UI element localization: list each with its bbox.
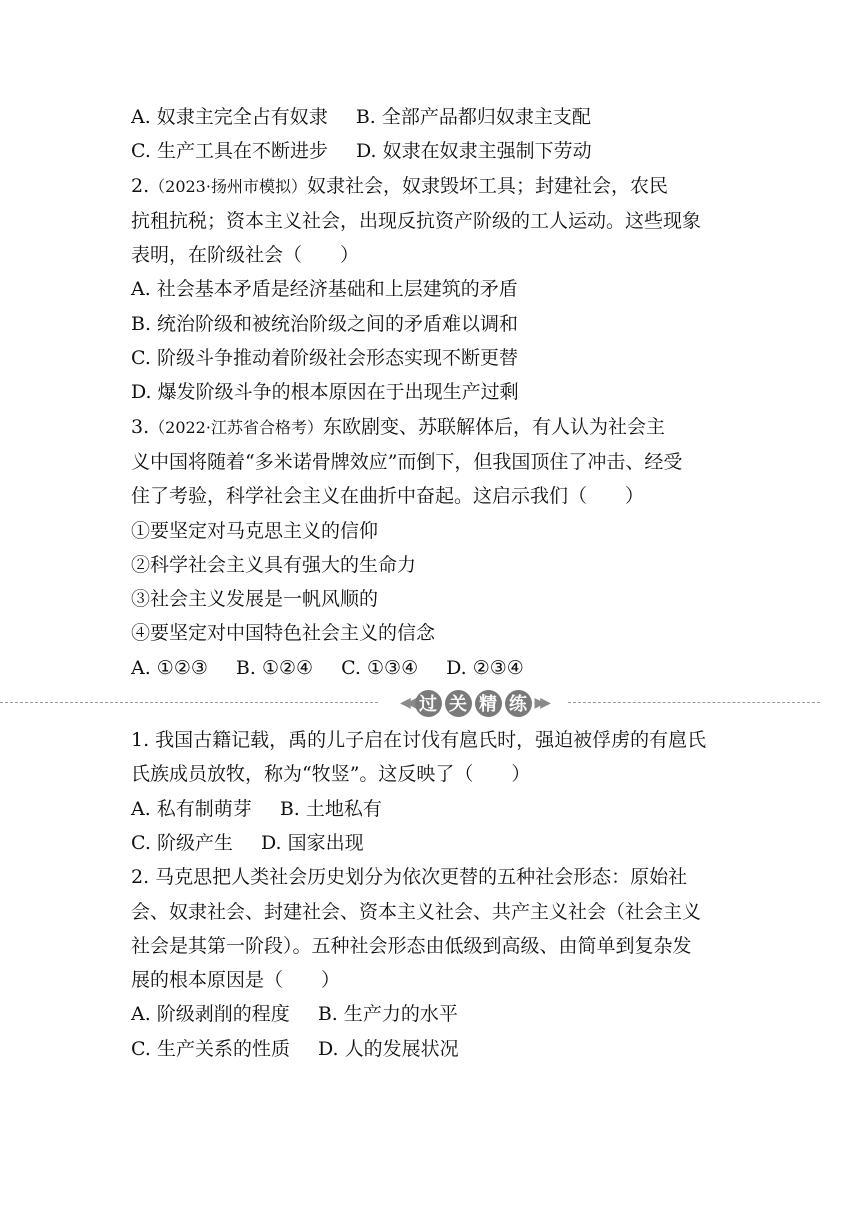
question-text: 住了考验，科学社会主义在曲折中奋起。这启示我们（ ） [131,485,645,508]
option-d: D. 爆发阶级斗争的根本原因在于出现生产过剩 [131,381,519,404]
question-text: 社会是其第一阶段）。五种社会形态由低级到高级、由简单到复杂发 [131,934,692,957]
question-text: 义中国将随着“多米诺骨牌效应”而倒下，但我国顶住了冲击、经受 [131,450,683,473]
option-c: C. 生产工具在不断进步 [131,140,328,163]
statement-item: ①要坚定对马克思主义的信仰 [131,519,379,542]
question-text: 氏族成员放牧，称为“牧竖”。这反映了（ ） [131,763,531,786]
double-chevron-left-icon: ◀◀ [399,695,412,712]
question-text: 会、奴隶社会、封建社会、资本主义社会、共产主义社会（社会主义 [131,900,702,923]
options-row [131,826,731,860]
question-stem [131,169,731,204]
option-c: C. 生产关系的性质 [131,1037,290,1060]
options-row [131,134,731,168]
section-divider [131,686,731,720]
option-c: C. 阶级产生 [131,831,233,854]
question-text: 2. 马克思把人类社会历史划分为依次更替的五种社会形态：原始社 [131,866,688,889]
question-number: 2. [131,174,150,197]
option-d: D. 国家出现 [260,831,364,854]
banner-char: 精 [475,690,502,717]
option-b: B. 生产力的水平 [317,1003,458,1026]
section-banner [380,687,566,719]
option-d: D. ②③④ [446,656,524,679]
question-source: （2022·江苏省合格考） [149,417,323,437]
dashed-rule-left [0,702,378,703]
question-text: 1. 我国古籍记载，禹的儿子启在讨伐有扈氏时，强迫被俘虏的有扈氏 [131,729,707,752]
question-text: 抗租抗税；资本主义社会，出现反抗资产阶级的工人运动。这些现象 [131,209,702,232]
statement-item: ④要坚定对中国特色社会主义的信念 [131,622,436,645]
option-a: A. ①②③ [131,656,208,679]
options-row [131,1032,731,1066]
banner-char: 练 [505,690,532,717]
double-chevron-right-icon: ▶▶ [534,695,547,712]
option-a: A. 奴隶主完全占有奴隶 [131,106,328,128]
option-d: D. 人的发展状况 [317,1037,459,1060]
question-number: 3. [131,415,150,438]
options-row [131,792,731,826]
option-a: A. 社会基本矛盾是经济基础和上层建筑的矛盾 [131,278,518,301]
options-row [131,997,731,1031]
question-text: 奴隶社会，奴隶毁坏工具；封建社会，农民 [306,174,668,197]
question-text: 表明，在阶级社会（ ） [131,244,360,267]
banner-char: 过 [415,690,442,717]
question-stem [131,410,731,445]
dashed-rule-right [568,702,820,703]
document-content [131,100,731,1066]
option-b: B. 统治阶级和被统治阶级之间的矛盾难以调和 [131,312,519,335]
option-a: A. 阶级剥削的程度 [131,1003,290,1026]
option-d: D. 奴隶在奴隶主强制下劳动 [355,140,592,163]
options-row [131,100,731,134]
question-text: 东欧剧变、苏联解体后，有人认为社会主 [322,415,665,438]
option-b: B. 土地私有 [279,797,382,820]
option-b: B. ①②④ [235,656,314,679]
option-a: A. 私有制萌芽 [131,797,252,820]
option-c: C. 阶级斗争推动着阶级社会形态实现不断更替 [131,347,518,370]
option-b: B. 全部产品都归奴隶主支配 [355,106,591,128]
statement-item: ③社会主义发展是一帆风顺的 [131,588,379,611]
banner-char: 关 [445,690,472,717]
question-source: （2023·扬州市模拟） [149,176,307,196]
option-c: C. ①③④ [341,656,419,679]
question-text: 展的根本原因是（ ） [131,969,341,992]
statement-item: ②科学社会主义具有强大的生命力 [131,553,417,576]
options-row [131,651,731,685]
